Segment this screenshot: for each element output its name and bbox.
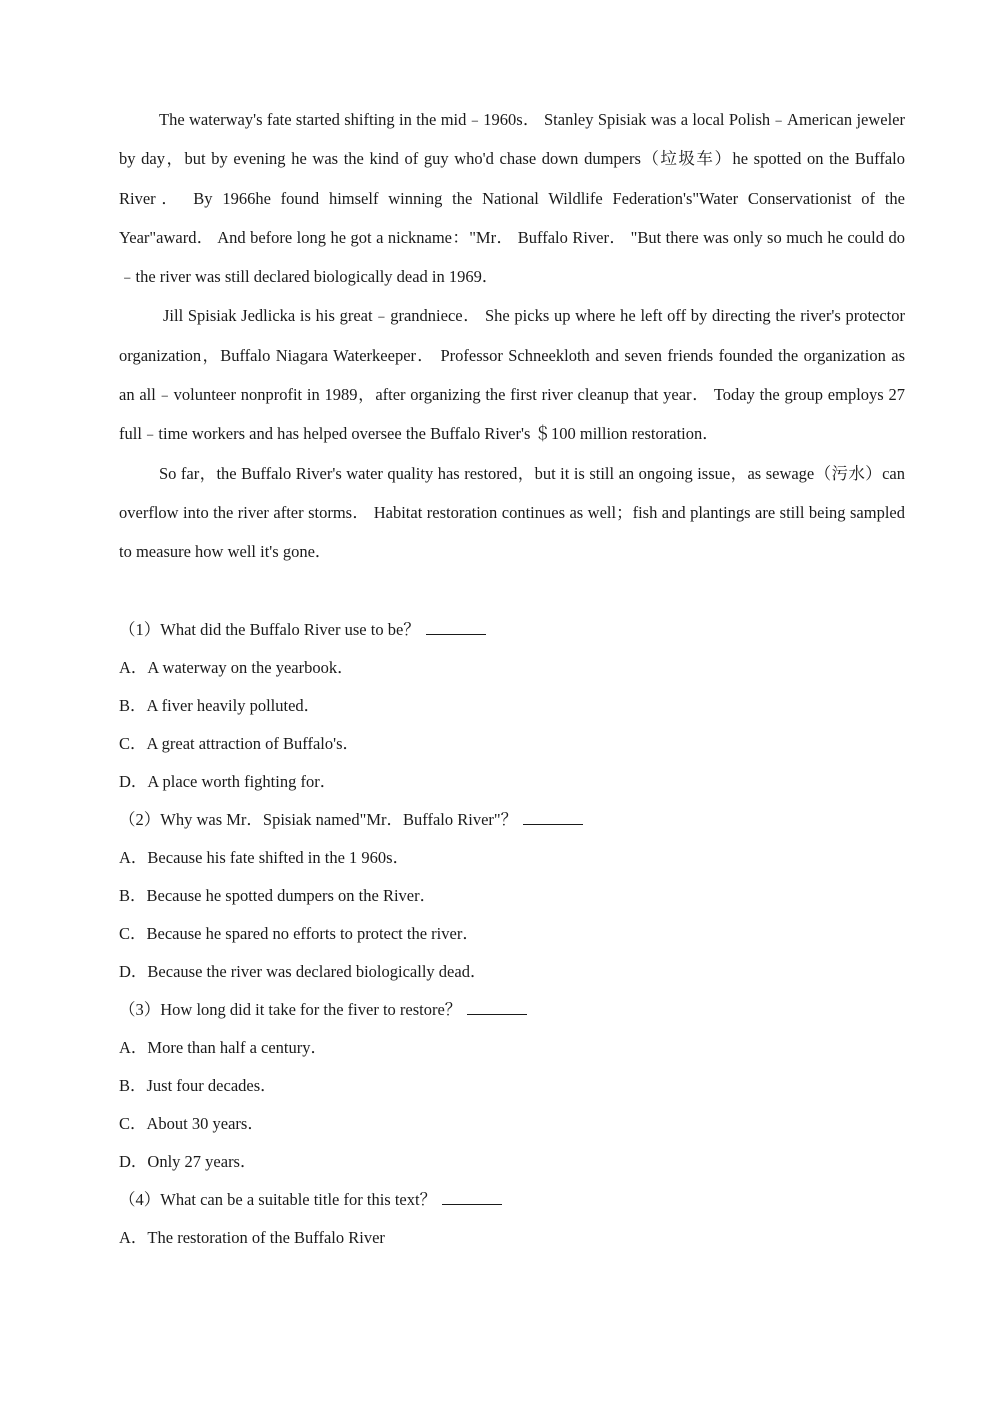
document-page: [119, 100, 905, 1257]
question-4: [119, 1181, 905, 1257]
answer-option: B．Because he spotted dumpers on the River．: [119, 885, 437, 905]
answer-option: C．Because he spared no efforts to protect the river．: [119, 923, 479, 943]
answer-option: A．More than half a century．: [119, 1037, 328, 1057]
answer-blank: [442, 1203, 502, 1205]
answer-option: D．A place worth fighting for．: [119, 771, 337, 791]
answer-option: B．Just four decades．: [119, 1075, 277, 1095]
answer-option: C．A great attraction of Buffalo's．: [119, 733, 360, 753]
passage-paragraph: Jill Spisiak Jedlicka is his great﹣grandniece． She picks up where he left off by directing the river's protector organization，Buffalo Niagara Waterkeeper． Professor Schneekloth and seven friends founded the organization as an all﹣volunteer nonprofit in 1989，after organizing the first river cleanup that year． Today the group employs 27 full﹣time workers and has helped oversee the Buffalo River's ＄100 million restoration．: [119, 306, 905, 444]
question-1: [119, 611, 905, 801]
question-stem: （2）Why was Mr．Spisiak named"Mr．Buffalo River"？: [119, 801, 905, 839]
question-3: [119, 991, 905, 1181]
question-stem: （1）What did the Buffalo River use to be？: [119, 611, 905, 649]
passage-paragraph: The waterway's fate started shifting in the mid﹣1960s． Stanley Spisiak was a local Polish﹣American jeweler by day，but by evening he was the kind of guy who'd chase down dumpers（垃圾车）he spotted on the Buffalo River． By 1966he found himself winning the National Wildlife Federation's"Water Conservationist of the Year"award． And before long he got a nickname："Mr． Buffalo River． "But there was only so much he could do﹣the river was still declared biologically dead in 1969．: [119, 110, 905, 287]
answer-blank: [467, 1013, 527, 1015]
passage-paragraph: So far，the Buffalo River's water quality has restored，but it is still an ongoing issue，as sewage（污水）can overflow into the river after storms． Habitat restoration continues as well；fish and plantings are still being sampled to measure how well it's gone．: [119, 463, 905, 562]
answer-option: A．Because his fate shifted in the 1 960s．: [119, 847, 410, 867]
question-stem: （4）What can be a suitable title for this text？: [119, 1181, 905, 1219]
answer-option: C．About 30 years．: [119, 1113, 264, 1133]
answer-option: B．A fiver heavily polluted．: [119, 695, 321, 715]
answer-option: A．The restoration of the Buffalo River: [119, 1227, 385, 1247]
answer-blank: [426, 633, 486, 635]
answer-option: A．A waterway on the yearbook．: [119, 657, 354, 677]
question-stem: （3）How long did it take for the fiver to restore？: [119, 991, 905, 1029]
answer-blank: [523, 823, 583, 825]
question-list: [119, 611, 905, 1257]
question-2: [119, 801, 905, 991]
answer-option: D．Only 27 years．: [119, 1151, 257, 1171]
reading-passage: [119, 100, 905, 572]
answer-option: D．Because the river was declared biologically dead．: [119, 961, 487, 981]
